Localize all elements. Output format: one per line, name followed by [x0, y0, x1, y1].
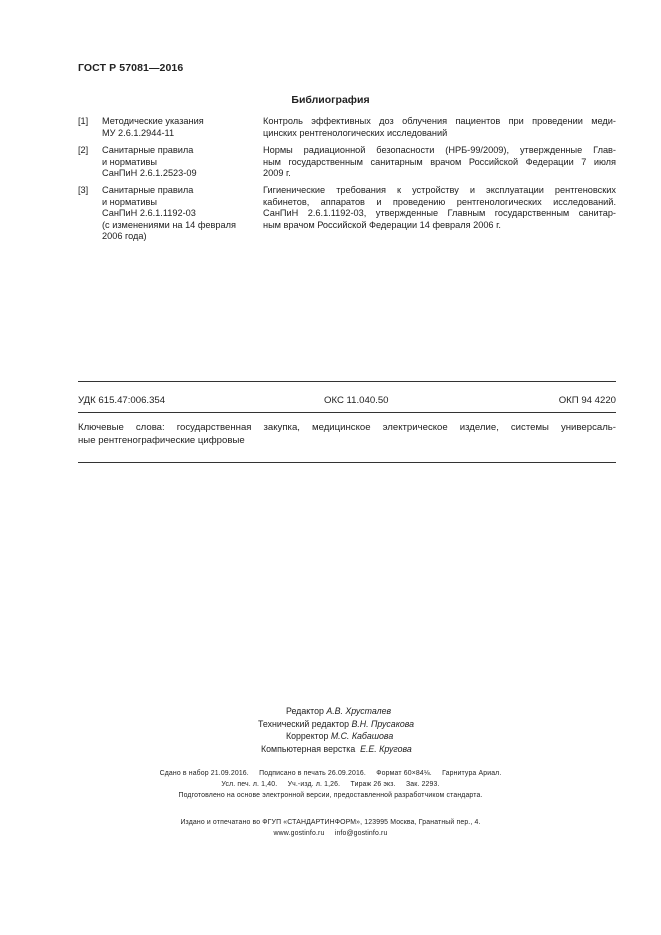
entry-source-line: 2006 года) — [102, 231, 147, 242]
entry-description-line: кабинетов, аппаратов и проведению рентгенологических исследований. — [263, 196, 616, 207]
credit-layout — [261, 743, 661, 756]
credit-role: Редактор — [286, 706, 324, 716]
credit-name: Е.Е. Кругова — [360, 743, 412, 754]
entry-source-line: Санитарные правила — [102, 145, 194, 155]
entry-description-line: ным государственным санитарным врачом Российской Федерации 7 июля — [263, 156, 616, 167]
entry-source-line: СанПиН 2.6.1.2523-09 — [102, 168, 197, 179]
entry-description — [263, 185, 616, 231]
entry-source-line: МУ 2.6.1.2944-11 — [102, 127, 175, 138]
imprint-line: Подготовлено на основе электронной версии, предоставленной разработчиком стандарта. — [178, 792, 483, 799]
entry-description-line: ным врачом Российской Федерации 14 февраля 2006 г. — [263, 219, 501, 230]
credit-name: А.В. Хрусталев — [326, 706, 392, 716]
keywords-line: ные рентгенографические цифровые — [78, 434, 245, 446]
entry-description-line: Контроль эффективных доз облучения пациентов при проведении меди- — [263, 116, 616, 126]
credit-name: М.С. Кабашова — [330, 731, 394, 741]
publisher-info — [0, 817, 661, 839]
udk-code: УДК 615.47:006.354 — [78, 395, 166, 406]
credit-role: Технический редактор — [258, 718, 350, 729]
entry-description — [263, 116, 616, 139]
entry-source-line: Методические указания — [102, 116, 204, 126]
entry-source-line: и нормативы — [102, 196, 158, 207]
entry-number: [2] — [78, 145, 89, 155]
entry-description-line: 2009 г. — [263, 168, 291, 179]
imprint-line: Сдано в набор 21.09.2016. Подписано в печать 26.09.2016. Формат 60×84⅛. Гарнитура Ариал. — [159, 770, 502, 777]
entry-number: [3] — [78, 185, 89, 195]
entry-source-line: (с изменениями на 14 февраля — [102, 219, 236, 230]
entry-source-line: и нормативы — [102, 156, 158, 167]
credits — [0, 705, 661, 755]
publisher-line: Издано и отпечатано во ФГУП «СТАНДАРТИНФОРМ», 123995 Москва, Гранатный пер., 4. — [180, 819, 481, 826]
entry-source — [102, 145, 262, 180]
divider-middle — [78, 412, 616, 413]
bibliography-title: Библиография — [291, 94, 370, 106]
oks-code: ОКС 11.040.50 — [324, 395, 389, 406]
publisher-web: www.gostinfo.ru info@gostinfo.ru — [273, 830, 388, 837]
imprint-line: Усл. печ. л. 1,40. Уч.-изд. л. 1,26. Тираж 26 экз. Зак. 2293. — [221, 781, 440, 788]
divider-bottom — [78, 462, 616, 463]
imprint — [0, 768, 661, 801]
credit-proofreader — [286, 730, 661, 743]
credit-tech-editor — [258, 718, 661, 731]
entry-number: [1] — [78, 116, 89, 126]
standard-code: ГОСТ Р 57081—2016 — [78, 62, 184, 74]
entry-description-line: Гигиенические требования к устройству и эксплуатации рентгеновских — [263, 185, 616, 195]
entry-description — [263, 145, 616, 180]
credit-name: В.Н. Прусакова — [351, 718, 415, 729]
credit-role: Компьютерная верстка — [261, 743, 356, 754]
credit-editor — [286, 705, 661, 718]
entry-source-line: Санитарные правила — [102, 185, 194, 195]
entry-source — [102, 185, 262, 243]
keywords-line: Ключевые слова: государственная закупка, медицинское электрическое изделие, системы универсаль- — [78, 422, 616, 433]
entry-description-line: Нормы радиационной безопасности (НРБ-99/2009), утвержденные Глав- — [263, 145, 616, 155]
entry-description-line: цинских рентгенологических исследований — [263, 127, 448, 138]
entry-description-line: СанПиН 2.6.1.1192-03, утвержденные Главным государственным санитар- — [263, 208, 616, 219]
entry-source-line: СанПиН 2.6.1.1192-03 — [102, 208, 196, 219]
credit-role: Корректор — [286, 731, 329, 741]
entry-source — [102, 116, 262, 139]
divider-top — [78, 381, 616, 382]
keywords — [78, 422, 616, 447]
okp-code: ОКП 94 4220 — [558, 395, 616, 406]
